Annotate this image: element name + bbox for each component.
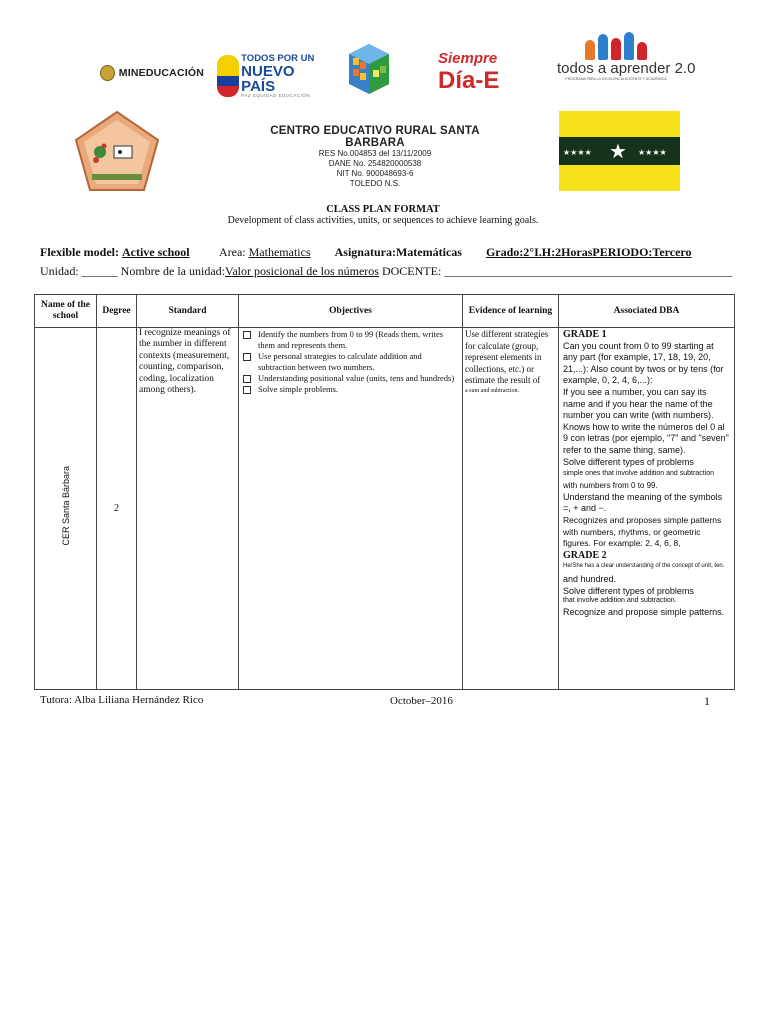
info-line-1: Flexible model: Active school Area: Mathematics Asignatura:Matemáticas Grado:2°I.H:2HorasPERIODO:Tercero bbox=[40, 245, 692, 259]
toledo-flag bbox=[559, 111, 680, 191]
school-header: CENTRO EDUCATIVO RURAL SANTA BARBARA RES No.004853 del 13/11/2009 DANE No. 254820000538 NIT No. 900048693-6 TOLEDO N.S. bbox=[270, 125, 480, 188]
info-line-2: Unidad: ______ Nombre de la unidad:Valor posicional de los números DOCENTE: ________________________________________________ bbox=[40, 264, 733, 278]
header-school: Name of the school bbox=[35, 295, 97, 328]
page-number: 1 bbox=[704, 694, 710, 708]
header-dba: Associated DBA bbox=[559, 295, 735, 328]
checkbox-icon bbox=[243, 375, 251, 383]
checkbox-icon bbox=[243, 386, 251, 394]
school-cell: CER Santa Bárbara bbox=[35, 328, 97, 690]
checkbox-icon bbox=[243, 331, 251, 339]
header-standard: Standard bbox=[137, 295, 239, 328]
svg-text:★★★★: ★★★★ bbox=[638, 148, 667, 157]
objective-item: Understanding positional value (units, tens and hundreds) bbox=[243, 373, 460, 384]
table-row bbox=[35, 328, 735, 690]
cube-logo-icon bbox=[347, 42, 391, 96]
school-shield-logo bbox=[74, 110, 160, 192]
todos-por-un-nuevo-pais-logo: TODOS POR UN NUEVO PAÍS PAZ EQUIDAD EDUCACIÓN bbox=[217, 52, 325, 100]
checkbox-icon bbox=[243, 353, 251, 361]
objective-item: Identify the numbers from 0 to 99 (Reads them, writes them and represents them. bbox=[243, 329, 460, 351]
table-header-row bbox=[35, 295, 735, 328]
footer-date: October–2016 bbox=[390, 695, 453, 707]
objectives-cell bbox=[239, 328, 463, 690]
objective-item: Solve simple problems. bbox=[243, 384, 460, 395]
colombia-flag-icon bbox=[217, 55, 237, 97]
document-title: CLASS PLAN FORMAT Development of class activities, units, or sequences to achieve learning goals. bbox=[227, 204, 539, 226]
dba-cell: GRADE 1 Can you count from 0 to 99 starting at any part (for example, 17, 18, 19, 20, 21,...): Also count by twos or by tens (for example, 0, 2, 4, 6,...): If you see a number, you can say its name and if you hear the name of the number you can write (with numbers). Knows how to write the números del 0 al 9 con letras (por ejemplo, "7" and "seven" refer to the same thing. same). Solve different types of problems simple ones that involve addition and subtraction with numbers from 0 to 99. Understand the meaning of the symbols =, + and −. Recognizes and proposes simple patterns with numbers, rhythms, or geometric figures. For example: 2, 4, 6, 8, GRADE 2 He/She has a clear understanding of the concept of unit, ten. and hundred. Solve different types of problems that involve addition and subtraction. Recognize and propose simple patterns. bbox=[559, 328, 735, 690]
coat-of-arms-icon bbox=[100, 65, 115, 81]
siempre-dia-e-logo: Siempre Día-E bbox=[438, 50, 500, 94]
header-degree: Degree bbox=[97, 295, 137, 328]
people-icon bbox=[557, 30, 675, 60]
header-objectives: Objectives bbox=[239, 295, 463, 328]
objective-item: Use personal strategies to calculate addition and subtraction between two numbers. bbox=[243, 351, 460, 373]
degree-cell: 2 bbox=[97, 328, 137, 690]
svg-text:★: ★ bbox=[609, 139, 627, 163]
svg-text:★★★★: ★★★★ bbox=[563, 148, 592, 157]
header-evidence: Evidence of learning bbox=[463, 295, 559, 328]
footer-tutor: Tutora: Alba Liliana Hernández Rico bbox=[40, 694, 204, 706]
todos-a-aprender-logo: todos a aprender 2.0 PROGRAMA PARA LA EXCELENCIA DOCENTE Y ACADÉMICA bbox=[557, 30, 675, 96]
standard-cell: I recognize meanings of the number in different contexts (measurement, counting, comparison, coding, localization among others). bbox=[137, 328, 239, 690]
evidence-cell: Use different strategies for calculate (group, represent elements in collections, etc.) or estimate the result of a sum and subtraction. bbox=[463, 328, 559, 690]
mineducacion-logo: MINEDUCACIÓN bbox=[100, 62, 204, 84]
class-plan-table bbox=[34, 294, 735, 690]
